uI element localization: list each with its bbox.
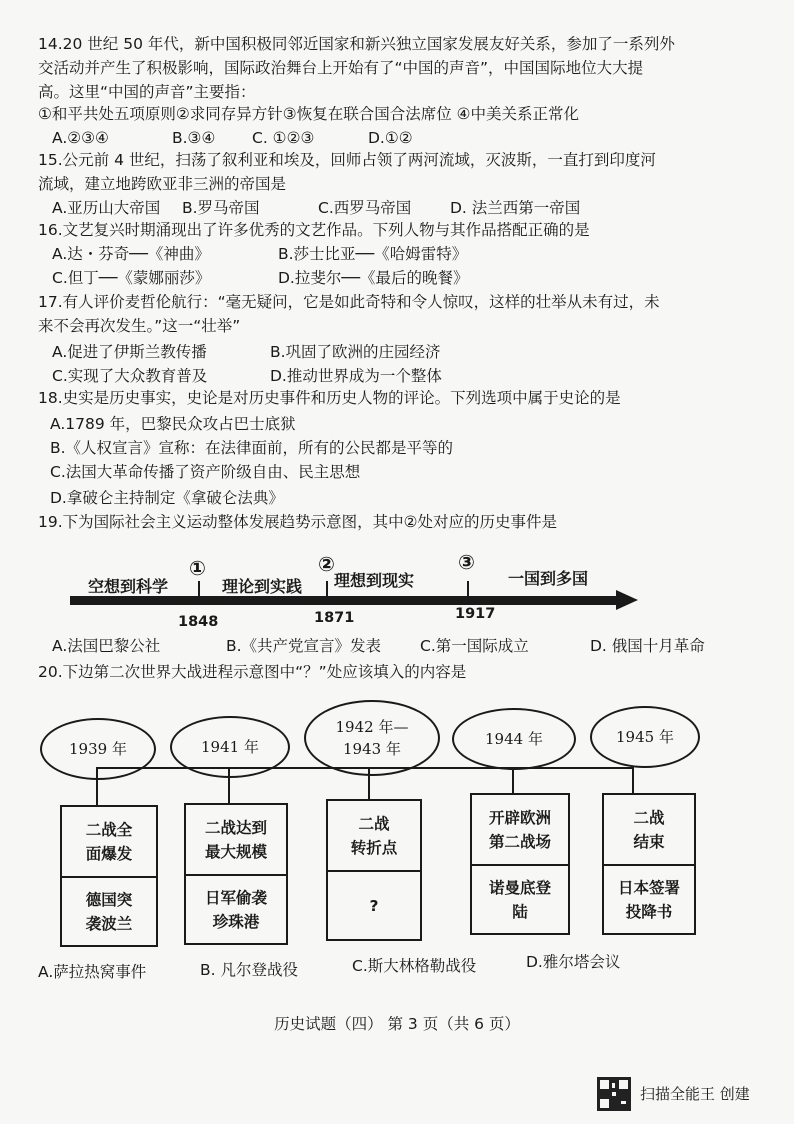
q20-option-d[interactable]: D.雅尔塔会议 [526, 953, 621, 971]
stage-box-1941 [184, 803, 288, 945]
q20-option-b[interactable]: B. 凡尔登战役 [200, 961, 298, 979]
q15-option-c[interactable]: C.西罗马帝国 [318, 199, 412, 217]
q14-line-1: 14.20 世纪 50 年代，新中国积极同邻近国家和新兴独立国家发展友好关系，参加了一系列外 [38, 35, 675, 53]
timeline-stage-2: 理论到实践 [222, 577, 303, 596]
q19-option-a[interactable]: A.法国巴黎公社 [52, 637, 161, 655]
timeline-stage-1: 空想到科学 [88, 577, 169, 596]
q18-line-1: 18.史实是历史事实，史论是对历史事件和历史人物的评论。下列选项中属于史论的是 [38, 389, 621, 407]
stage-text-1939: 二战全 面爆发 [62, 807, 156, 878]
year-oval-1944: 1944 年 [452, 708, 576, 770]
q14-line-4: ①和平共处五项原则②求同存异方针③恢复在联合国合法席位 ④中美关系正常化 [38, 105, 580, 123]
q16-line-1: 16.文艺复兴时期涌现出了许多优秀的文艺作品。下列人物与其作品搭配正确的是 [38, 221, 590, 239]
year-oval-1941: 1941 年 [170, 716, 290, 778]
q14-option-a[interactable]: A.②③④ [52, 129, 109, 147]
diagram-connector-5 [632, 767, 634, 795]
q14-line-3: 高。这里“中国的声音”主要指： [38, 83, 256, 101]
stage-box-1942-1943 [326, 799, 422, 941]
q20-option-a[interactable]: A.萨拉热窝事件 [38, 963, 147, 981]
q20-option-c[interactable]: C.斯大林格勒战役 [352, 957, 477, 975]
timeline-stage-3: 理想到现实 [334, 571, 415, 590]
page-footer: 历史试题（四） 第 3 页（共 6 页） [274, 1015, 520, 1033]
diagram-horizontal-connector [96, 767, 633, 769]
q14-line-2: 交活动并产生了积极影响，国际政治舞台上开始有了“中国的声音”，中国国际地位大大提 [38, 59, 644, 77]
qr-code-icon [597, 1077, 631, 1111]
stage-box-1945 [602, 793, 696, 935]
q19-line-1: 19.下为国际社会主义运动整体发展趋势示意图，其中②处对应的历史事件是 [38, 513, 558, 531]
q20-line-1: 20.下边第二次世界大战进程示意图中“？”处应该填入的内容是 [38, 663, 467, 681]
diagram-connector-3 [368, 767, 370, 801]
q15-line-1: 15.公元前 4 世纪，扫荡了叙利亚和埃及，回师占领了两河流域，灭波斯，一直打到印度河 [38, 151, 656, 169]
stage-text-1944: 开辟欧洲 第二战场 [472, 795, 568, 866]
q14-option-c[interactable]: C. ①②③ [252, 129, 315, 147]
q16-option-b[interactable]: B.莎士比亚──《哈姆雷特》 [278, 245, 468, 263]
q16-option-d[interactable]: D.拉斐尔──《最后的晚餐》 [278, 269, 469, 287]
q15-line-2: 流域，建立地跨欧亚非三洲的帝国是 [38, 175, 287, 193]
timeline-year-1917: 1917 [455, 606, 496, 622]
year-oval-1945: 1945 年 [590, 706, 700, 768]
year-oval-1942-1943: 1942 年— 1943 年 [304, 700, 440, 776]
timeline-arrow-head [616, 590, 638, 610]
stage-box-1939 [60, 805, 158, 947]
q18-option-c[interactable]: C.法国大革命传播了资产阶级自由、民主思想 [50, 463, 361, 481]
timeline-mark-2: ② [318, 552, 335, 576]
timeline-year-1871: 1871 [314, 610, 355, 626]
q18-option-d[interactable]: D.拿破仑主持制定《拿破仑法典》 [50, 489, 284, 507]
q16-option-c[interactable]: C.但丁──《蒙娜丽莎》 [52, 269, 211, 287]
q15-option-a[interactable]: A.亚历山大帝国 [52, 199, 161, 217]
q17-option-d[interactable]: D.推动世界成为一个整体 [270, 367, 442, 385]
year-oval-1939: 1939 年 [40, 718, 156, 780]
timeline-mark-1: ① [189, 556, 206, 580]
timeline-mark-3: ③ [458, 550, 475, 574]
event-text-unknown: ? [369, 896, 379, 915]
q17-option-b[interactable]: B.巩固了欧洲的庄园经济 [270, 343, 441, 361]
q17-option-a[interactable]: A.促进了伊斯兰教传播 [52, 343, 207, 361]
stage-box-1944 [470, 793, 570, 935]
stage-text-1941: 二战达到 最大规模 [186, 805, 286, 876]
q18-option-b[interactable]: B.《人权宣言》宣称：在法律面前，所有的公民都是平等的 [50, 439, 454, 457]
q15-option-d[interactable]: D. 法兰西第一帝国 [450, 199, 581, 217]
diagram-connector-4 [512, 767, 514, 795]
q17-line-2: 来不会再次发生。”这一“壮举” [38, 317, 241, 335]
timeline-year-1848: 1848 [178, 614, 219, 630]
q19-option-d[interactable]: D. 俄国十月革命 [590, 637, 705, 655]
timeline-arrow-shaft [70, 596, 618, 605]
q17-line-1: 17.有人评价麦哲伦航行：“毫无疑问，它是如此奇特和令人惊叹，这样的壮举从未有过，未 [38, 293, 660, 311]
event-text-1945: 日本签署 投降书 [617, 878, 680, 921]
event-text-1941: 日军偷袭 珍珠港 [204, 888, 267, 931]
event-text-1939: 德国突 袭波兰 [85, 890, 133, 933]
q16-option-a[interactable]: A.达・芬奇──《神曲》 [52, 245, 210, 263]
stage-text-1942-1943: 二战 转折点 [328, 801, 420, 872]
diagram-connector-1 [96, 767, 98, 807]
q19-option-c[interactable]: C.第一国际成立 [420, 637, 529, 655]
q14-option-d[interactable]: D.①② [368, 129, 413, 147]
scanner-watermark: 扫描全能王 创建 [640, 1085, 750, 1103]
q19-option-b[interactable]: B.《共产党宣言》发表 [226, 637, 382, 655]
stage-text-1945: 二战 结束 [604, 795, 694, 866]
q14-option-b[interactable]: B.③④ [172, 129, 216, 147]
q15-option-b[interactable]: B.罗马帝国 [182, 199, 260, 217]
event-text-1944: 诺曼底登 陆 [488, 878, 551, 921]
q17-option-c[interactable]: C.实现了大众教育普及 [52, 367, 208, 385]
timeline-stage-4: 一国到多国 [508, 569, 589, 588]
q18-option-a[interactable]: A.1789 年，巴黎民众攻占巴士底狱 [50, 415, 296, 433]
diagram-connector-2 [228, 767, 230, 805]
